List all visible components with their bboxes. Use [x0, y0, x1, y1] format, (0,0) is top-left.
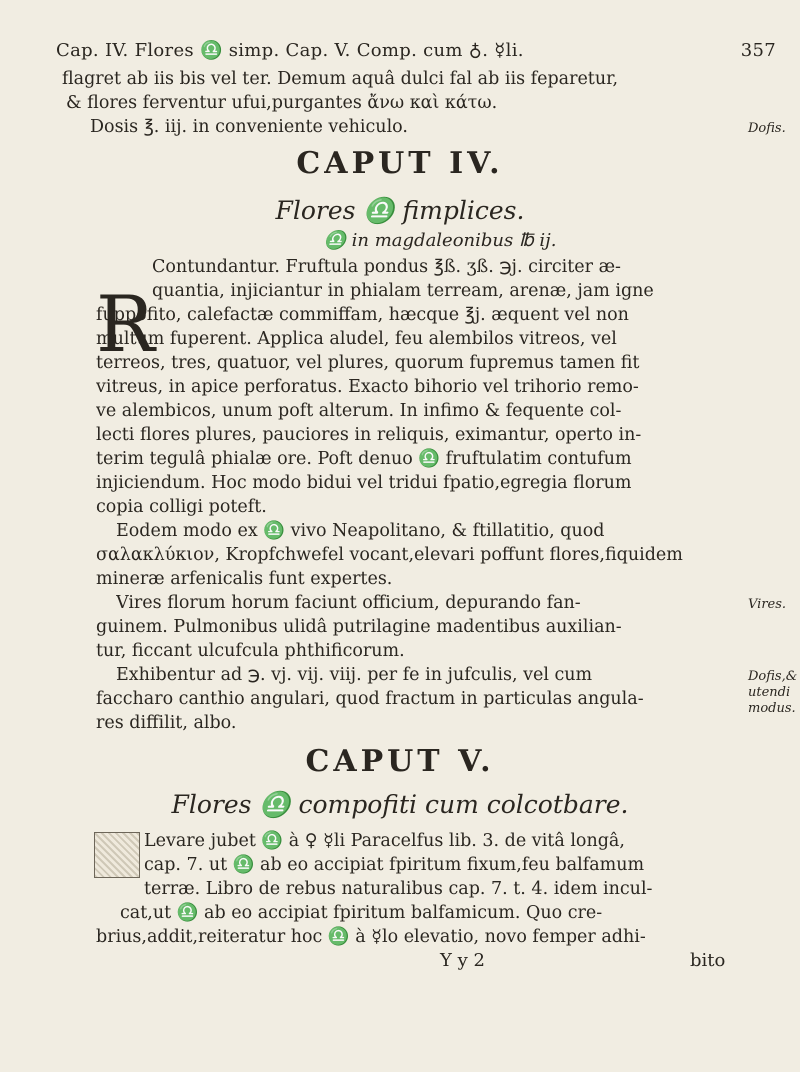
text-line: Vires florum horum faciunt officium, depurando fan-: [116, 593, 581, 613]
text-line: cat,ut ♎ ab eo accipiat fpiritum balfamicum. Quo cre-: [120, 903, 603, 923]
margin-note: Vires.: [748, 597, 787, 612]
text-line: vitreus, in apice perforatus. Exacto bihorio vel trihorio remo-: [96, 377, 639, 397]
text-line: cap. 7. ut ♎ ab eo accipiat fpiritum fixum,feu balfamum: [144, 855, 645, 875]
text-line: σαλακλύκιον, Kropfchwefel vocant,elevari poffunt flores,fiquidem: [96, 545, 683, 565]
text-line: Dosis ℥. iij. in conveniente vehiculo.: [90, 117, 408, 137]
text-line: Eodem modo ex ♎ vivo Neapolitano, & ftillatitio, quod: [116, 521, 605, 541]
text-line: Exhibentur ad ℈. vj. vij. viij. per fe in jufculis, vel cum: [116, 665, 593, 685]
text-line: terræ. Libro de rebus naturalibus cap. 7. t. 4. idem incul-: [144, 879, 653, 899]
text-line: fuppofito, calefactæ commiffam, hæcque ℥j. æquent vel non: [96, 305, 629, 325]
text-line: copia colligi poteft.: [96, 497, 267, 517]
running-head-text: Cap. IV. Flores ♎ simp. Cap. V. Comp. cum ♁. ☿li.: [56, 40, 524, 61]
signature-mark: Y y 2: [440, 950, 485, 971]
ornamental-initial: [94, 832, 140, 878]
text-line: brius,addit,reiteratur hoc ♎ à ☿lo elevatio, novo femper adhi-: [96, 927, 646, 947]
text-line: guinem. Pulmonibus ulidâ putrilagine madentibus auxilian-: [96, 617, 622, 637]
text-line: multum fuperent. Applica aludel, feu alembilos vitreos, vel: [96, 329, 617, 349]
text-line: lecti flores plures, pauciores in reliquis, eximantur, operto in-: [96, 425, 642, 445]
margin-note: Dofis.: [748, 121, 786, 136]
recipe-line: ♎ in magdaleonibus ℔ ij.: [323, 230, 557, 251]
drop-cap: R: [96, 280, 155, 370]
text-line: faccharo canthio angulari, quod fractum in particulas angula-: [96, 689, 644, 709]
text-line: ve alembicos, unum poft alterum. In infimo & fequente col-: [96, 401, 622, 421]
chapter-subtitle: Flores ♎ fimplices.: [275, 196, 525, 225]
running-head: [56, 40, 776, 61]
text-line: res diffilit, albo.: [96, 713, 237, 733]
text-line: flagret ab iis bis vel ter. Demum aquâ dulci fal ab iis feparetur,: [62, 69, 619, 89]
text-line: Levare jubet ♎ à ♀ ☿li Paracelfus lib. 3. de vitâ longâ,: [144, 831, 625, 851]
chapter-heading: CAPUT IV.: [296, 146, 504, 181]
text-line: quantia, injiciantur in phialam terream, arenæ, jam igne: [152, 281, 654, 301]
text-line: tur, ficcant ulcufcula phthificorum.: [96, 641, 405, 661]
margin-note: modus.: [748, 701, 796, 716]
text-line: mineræ arfenicalis funt expertes.: [96, 569, 393, 589]
chapter-heading: CAPUT V.: [305, 744, 495, 779]
chapter-subtitle: Flores ♎ compofiti cum colcotbare.: [171, 790, 629, 819]
margin-note: utendi: [748, 685, 791, 700]
text-line: & flores ferventur ufui,purgantes ἄνω καὶ κάτω.: [66, 93, 498, 113]
page-number: 357: [740, 40, 776, 61]
margin-note: Dofis,&: [748, 669, 798, 684]
text-line: injiciendum. Hoc modo bidui vel tridui fpatio,egregia florum: [96, 473, 632, 493]
text-line: terreos, tres, quatuor, vel plures, quorum fupremus tamen fit: [96, 353, 640, 373]
text-line: Contundantur. Fruftula pondus ℥ß. ʒß. ℈j. circiter æ-: [152, 257, 621, 277]
text-line: terim tegulâ phialæ ore. Poft denuo ♎ fruftulatim contufum: [96, 449, 632, 469]
catchword: bito: [690, 950, 726, 971]
